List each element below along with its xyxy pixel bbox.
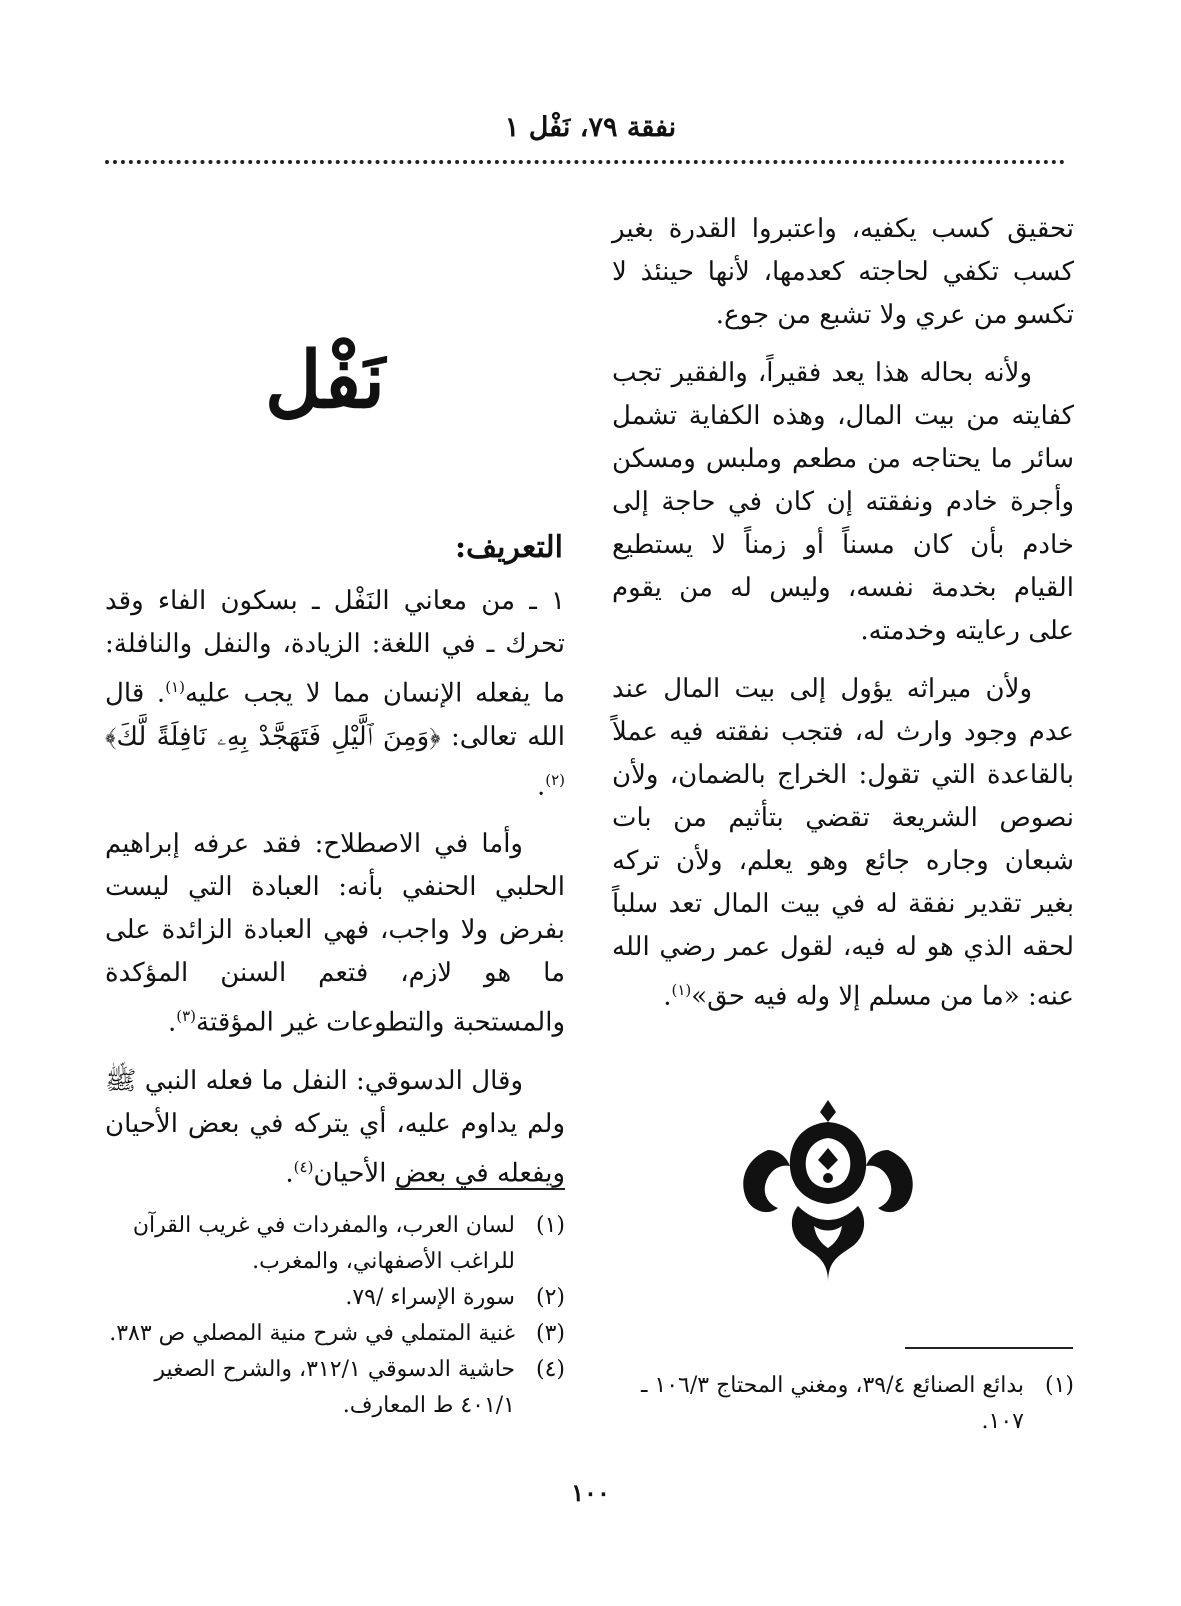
footnote-ref: (١) [671, 981, 692, 999]
quran-verse: . قال الله تعالى: ﴿وَمِنَ ٱلَّيْلِ فَتَهَجَّدْ بِهِۦ نَافِلَةً لَّكَ﴾ [105, 678, 565, 752]
footnote-item [95, 1280, 565, 1316]
left-paragraph-1-text: ١ ـ من معاني النَفْل ـ بسكون الفاء وقد تحرك ـ في اللغة: الزيادة، والنفل والنافلة: ما يفعله الإنسان مما لا يجب عليه [105, 586, 565, 709]
footnote-text: سورة الإسراء /٧٩. [345, 1285, 515, 1310]
left-column [105, 580, 565, 1211]
footnotes-left [95, 1208, 565, 1424]
footnotes-right [596, 1368, 1074, 1440]
arabesque-ornament-icon [728, 1098, 928, 1284]
left-paragraph-1 [105, 580, 565, 808]
left-paragraph-2-text: وأما في الاصطلاح: فقد عرفه إبراهيم الحلبي الحنفي بأنه: العبادة التي ليست بفرض ولا واجب، فهي العبادة الزائدة على ما هو لازم، فتعم السنن المؤكدة والمستحبة والتطوعات غير المؤقتة [105, 829, 565, 1038]
footnote-number: (٤) [535, 1357, 565, 1382]
footnote-number: (٣) [535, 1321, 565, 1346]
header-dotted-rule [105, 160, 1065, 164]
footnote-number: (٢) [535, 1285, 565, 1310]
footnote-separator-left [395, 1188, 565, 1190]
paragraph-end: . [663, 981, 672, 1012]
right-paragraph-1: تحقيق كسب يكفيه، واعتبروا القدرة بغير كسب تكفي لحاجته كعدمها، لأنها حينئذ لا تكسو من عري ولا تشبع من جوع. [612, 214, 1074, 330]
footnote-text: غنية المتملي في شرح منية المصلي ص ٣٨٣. [109, 1321, 515, 1346]
footnote-ref: (٣) [176, 1007, 197, 1026]
footnote-number: (١) [1044, 1373, 1074, 1398]
paragraph-end: . [167, 1007, 177, 1038]
footnote-item [596, 1368, 1074, 1440]
footnote-ref: (٢) [545, 770, 565, 789]
footnote-ref: (٤) [293, 1157, 314, 1176]
page-number: ١٠٠ [571, 1478, 610, 1507]
right-paragraph-3-text: ولأن ميراثه يؤول إلى بيت المال عند عدم وجود وارث له، فتجب نفقته فيه عملاً بالقاعدة التي تقول: الخراج بالضمان، ولأن نصوص الشريعة تقضي بتأثيم من بات شبعان وجاره جائع وهو يعلم، ولأن تركه بغير تقدير نفقة له في بيت المال تعد سلباً لحقه الذي هو له فيه، لقول عمر رضي الله عنه: «ما من مسلم إلا وله فيه حق» [612, 674, 1074, 1012]
section-heading: التعريف: [454, 530, 563, 565]
footnote-text: حاشية الدسوقي ٣١٢/١، والشرح الصغير ٤٠١/١ ط المعارف. [154, 1357, 515, 1418]
footnote-text: لسان العرب، والمفردات في غريب القرآن للراغب الأصفهاني، والمغرب. [132, 1213, 515, 1274]
footnote-item [95, 1316, 565, 1352]
left-paragraph-3 [105, 1060, 565, 1196]
footnote-number: (١) [535, 1213, 565, 1238]
footnote-text: بدائع الصنائع ٣٩/٤، ومغني المحتاج ١٠٦/٣ ـ ١٠٧. [640, 1373, 1024, 1434]
right-paragraph-3 [612, 668, 1074, 1019]
left-paragraph-3-text: وقال الدسوقي: النفل ما فعله النبي ﷺ ولم يداوم عليه، أي يتركه في بعض الأحيان ويفعله في بعض الأحيان [105, 1065, 565, 1189]
right-column [612, 208, 1074, 1034]
footnote-item [95, 1208, 565, 1280]
footnote-item [95, 1352, 565, 1424]
running-header: نفقة ٧٩، نَفْل ١ [504, 112, 677, 143]
right-paragraph-2: ولأنه بحاله هذا يعد فقيراً، والفقير تجب كفايته من بيت المال، وهذه الكفاية تشمل سائر ما يحتاجه من مطعم وملبس ومسكن وأجرة خادم ونفقته إن كان في حاجة إلى خادم بأن كان مسناً أو زمناً لا يستطيع القيام بخدمة نفسه، وليس له من يقوم على رعايته وخدمته. [612, 358, 1074, 646]
paragraph-end: . [285, 1158, 294, 1189]
footnote-separator-right [905, 1347, 1073, 1349]
footnote-ref: (١) [165, 678, 185, 696]
left-paragraph-2 [105, 823, 565, 1045]
paragraph-end: . [536, 771, 546, 802]
entry-title: نَفْل [264, 335, 386, 426]
